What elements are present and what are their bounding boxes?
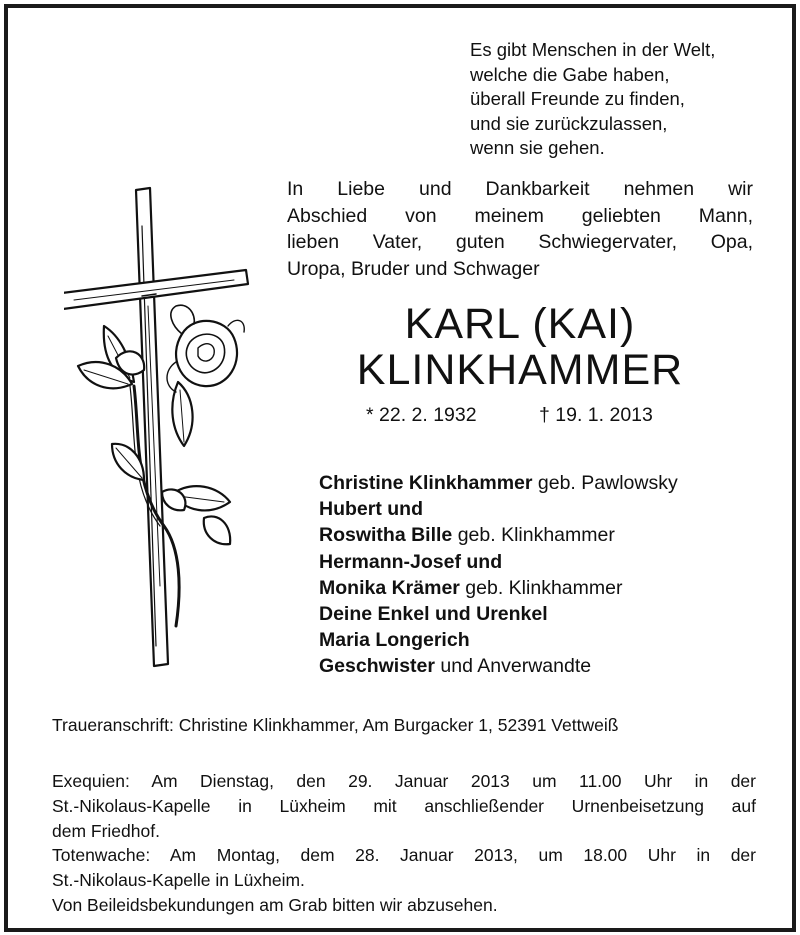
- exequien-info: [52, 769, 756, 844]
- mourner-row: [319, 601, 678, 627]
- totenwache-line: Totenwache: Am Montag, dem 28. Januar 2013, um 18.00 Uhr in der: [52, 845, 756, 865]
- mourner-name: Christine Klinkhammer: [319, 472, 533, 494]
- mourner-row: [319, 522, 678, 548]
- mourner-row: [319, 496, 678, 522]
- farewell-line: Uropa, Bruder und Schwager: [287, 257, 540, 280]
- mourner-name: Maria Longerich: [319, 629, 470, 652]
- exequien-line: Exequien: Am Dienstag, den 29. Januar 2013 um 11.00 Uhr in der: [52, 771, 756, 791]
- poem: [470, 38, 715, 161]
- farewell-line: In Liebe und Dankbarkeit nehmen wir: [287, 178, 753, 200]
- mourner-name: Deine Enkel und Urenkel: [319, 603, 548, 626]
- cross-with-rose-icon: [64, 186, 264, 698]
- farewell-line: Abschied von meinem geliebten Mann,: [287, 204, 753, 227]
- mourner-name: Hermann-Josef und: [319, 550, 503, 573]
- poem-line: und sie zurückzulassen,: [470, 112, 668, 134]
- mourner-row: [319, 627, 678, 653]
- exequien-line: St.-Nikolaus-Kapelle in Lüxheim mit anschließender Urnenbeisetzung auf: [52, 796, 756, 816]
- totenwache-line: St.-Nikolaus-Kapelle in Lüxheim.: [52, 870, 305, 890]
- mourning-address: Traueranschrift: Christine Klinkhammer, Am Burgacker 1, 52391 Vettweiß: [52, 715, 619, 735]
- mourner-note: geb. Pawlowsky: [532, 472, 678, 494]
- death-date: † 19. 1. 2013: [539, 404, 653, 426]
- totenwache-info: [52, 843, 756, 893]
- condolence-note: [52, 893, 756, 918]
- mourner-name: Geschwister: [319, 655, 435, 678]
- deceased-name-line2: KLINKHAMMER: [356, 346, 684, 394]
- poem-line: Es gibt Menschen in der Welt,: [470, 39, 716, 60]
- condolence-line: Von Beileidsbekundungen am Grab bitten wir abzusehen.: [52, 895, 498, 915]
- poem-line: welche die Gabe haben,: [470, 63, 670, 85]
- deceased-name-line1: KARL (KAI): [404, 300, 636, 348]
- farewell-line: lieben Vater, guten Schwiegervater, Opa,: [287, 231, 753, 253]
- mourner-name: Hubert und: [319, 498, 423, 521]
- mourner-note: und Anverwandte: [434, 655, 592, 678]
- birth-date: * 22. 2. 1932: [366, 404, 477, 426]
- mourner-row: [319, 549, 678, 575]
- mourner-row: [319, 575, 678, 601]
- poem-line: überall Freunde zu finden,: [470, 88, 685, 109]
- obituary-notice: [4, 4, 796, 932]
- mourner-note: geb. Klinkhammer: [452, 524, 615, 547]
- mourner-row: [319, 470, 678, 496]
- mourner-name: Roswitha Bille: [319, 524, 453, 547]
- exequien-line: dem Friedhof.: [52, 821, 160, 841]
- mourner-row: [319, 653, 678, 679]
- farewell-text: [287, 176, 753, 282]
- mourner-name: Monika Krämer: [319, 576, 460, 599]
- mourner-note: geb. Klinkhammer: [459, 576, 623, 599]
- mourners-list: [319, 470, 678, 680]
- poem-line: wenn sie gehen.: [470, 137, 605, 158]
